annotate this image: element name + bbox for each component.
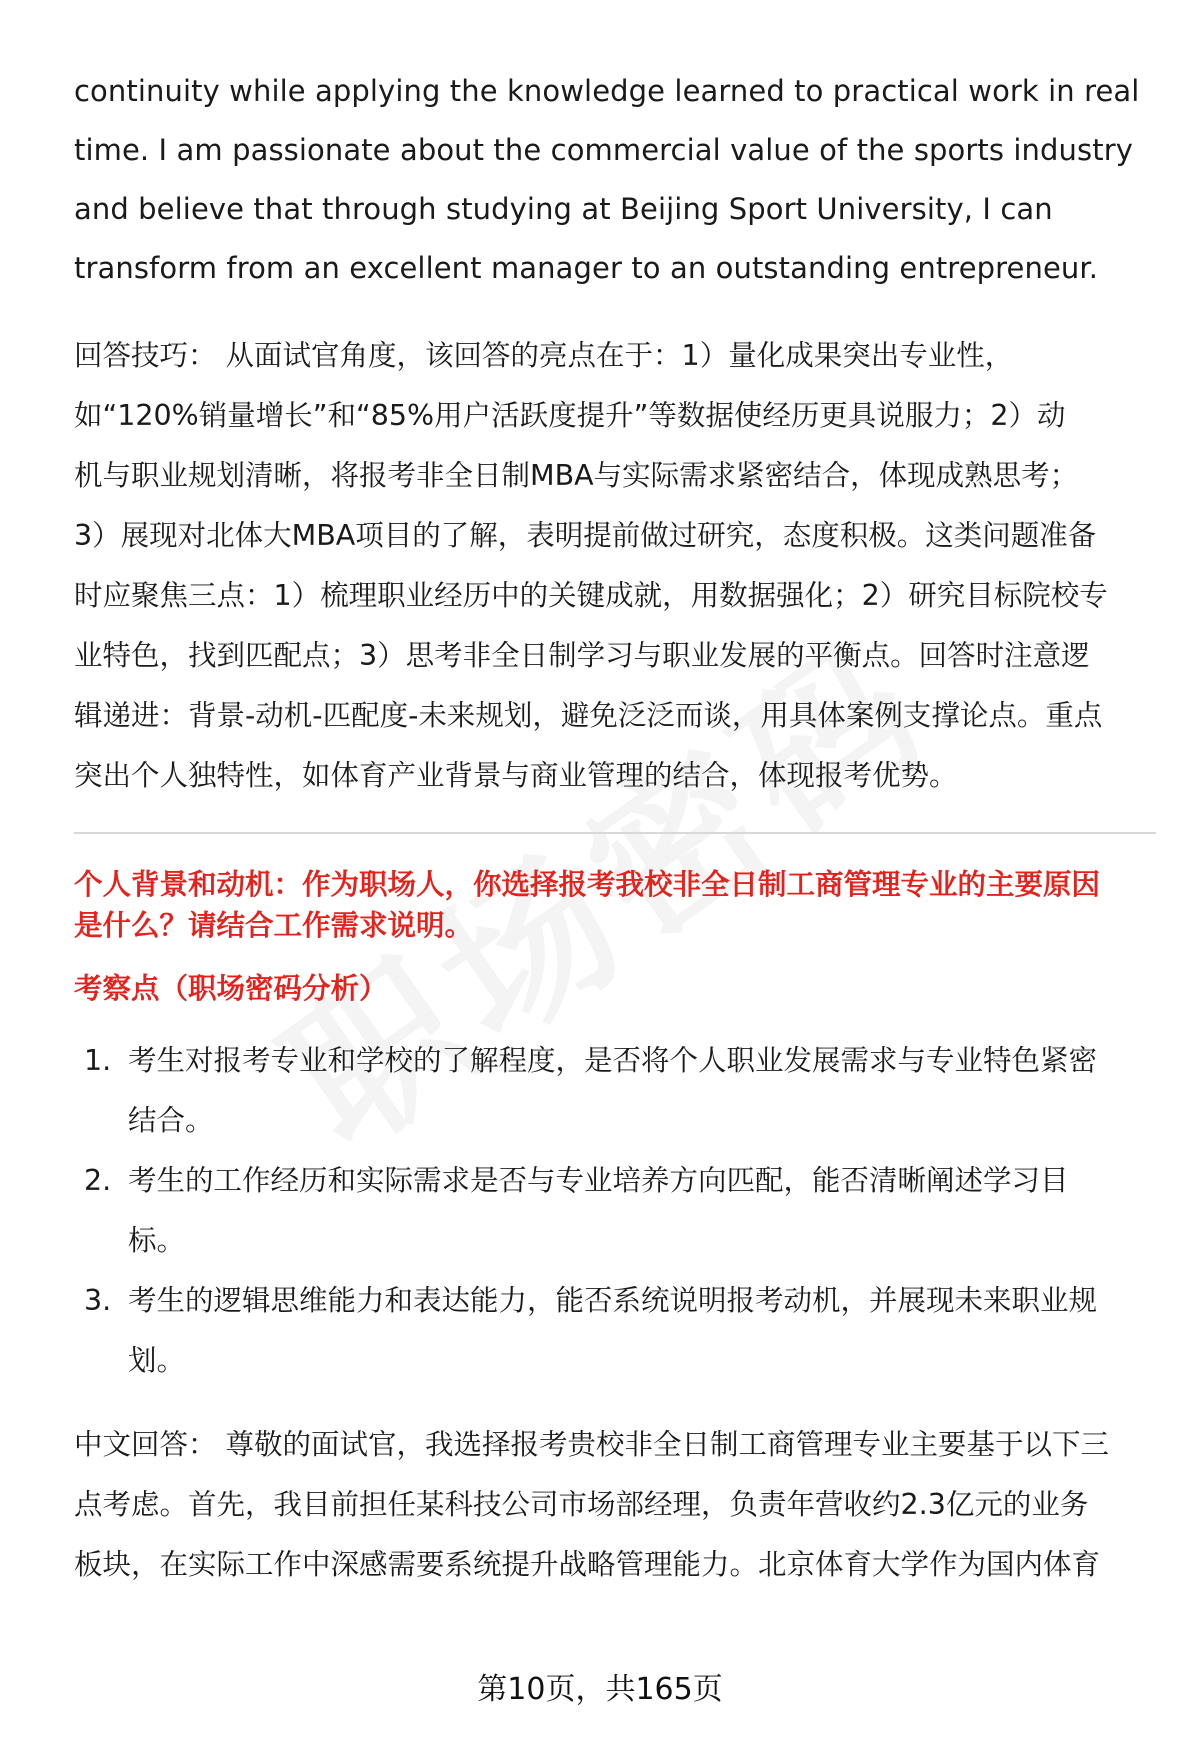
list-number: 2. — [84, 1164, 112, 1197]
text-line: 辑递进：背景-动机-匹配度-未来规划，避免泛泛而谈，用具体案例支撑论点。重点 — [74, 699, 1103, 732]
text-line: 3）展现对北体大MBA项目的了解，表明提前做过研究，态度积极。这类问题准备 — [74, 519, 1097, 552]
list-item — [74, 1271, 1156, 1391]
chinese-answer-paragraph — [74, 1415, 1156, 1595]
text-line: 回答技巧： 从面试官角度，该回答的亮点在于：1）量化成果突出专业性， — [74, 339, 1014, 372]
list-item-line: 划。 — [128, 1344, 186, 1377]
text-line: transform from an excellent manager to an outstanding entrepreneur. — [74, 251, 1099, 285]
text-line: 点考虑。首先，我目前担任某科技公司市场部经理，负责年营收约2.3亿元的业务 — [74, 1488, 1089, 1521]
list-item-line: 考生的工作经历和实际需求是否与专业培养方向匹配，能否清晰阐述学习目 — [128, 1164, 1069, 1197]
list-number: 1. — [84, 1044, 112, 1077]
list-item — [74, 1151, 1156, 1271]
list-item — [74, 1031, 1156, 1151]
text-line: 如“120%销量增长”和“85%用户活跃度提升”等数据使经历更具说服力；2）动 — [74, 399, 1066, 432]
text-line: 时应聚焦三点：1）梳理职业经历中的关键成就，用数据强化；2）研究目标院校专 — [74, 579, 1108, 612]
question-heading — [74, 864, 1156, 946]
page-number-footer: 第10页，共165页 — [477, 1672, 723, 1707]
page-content — [74, 62, 1156, 1595]
focus-title: 考察点（职场密码分析） — [74, 972, 388, 1005]
text-line: time. I am passionate about the commercial value of the sports industry — [74, 133, 1133, 167]
text-line: 中文回答： 尊敬的面试官，我选择报考贵校非全日制工商管理专业主要基于以下三 — [74, 1428, 1110, 1461]
text-line: continuity while applying the knowledge learned to practical work in real — [74, 74, 1140, 108]
list-number: 3. — [84, 1284, 112, 1317]
text-line: 突出个人独特性，如体育产业背景与商业管理的结合，体现报考优势。 — [74, 759, 958, 792]
text-line: 板块，在实际工作中深感需要系统提升战略管理能力。北京体育大学作为国内体育 — [74, 1548, 1101, 1581]
text-line: 业特色，找到匹配点；3）思考非全日制学习与职业发展的平衡点。回答时注意逻 — [74, 639, 1090, 672]
list-item-line: 标。 — [128, 1224, 186, 1257]
section-divider — [74, 832, 1156, 834]
list-item-line: 考生对报考专业和学校的了解程度，是否将个人职业发展需求与专业特色紧密 — [128, 1044, 1098, 1077]
text-line: and believe that through studying at Beijing Sport University, I can — [74, 192, 1053, 226]
question-line: 是什么？请结合工作需求说明。 — [74, 909, 474, 942]
list-item-line: 考生的逻辑思维能力和表达能力，能否系统说明报考动机，并展现未来职业规 — [128, 1284, 1098, 1317]
question-line: 个人背景和动机：作为职场人，你选择报考我校非全日制工商管理专业的主要原因 — [74, 868, 1101, 901]
answer-tips-paragraph — [74, 326, 1156, 806]
english-answer-paragraph — [74, 62, 1156, 298]
list-item-line: 结合。 — [128, 1104, 214, 1137]
focus-list — [74, 1031, 1156, 1391]
text-line: 机与职业规划清晰，将报考非全日制MBA与实际需求紧密结合，体现成熟思考； — [74, 459, 1079, 492]
